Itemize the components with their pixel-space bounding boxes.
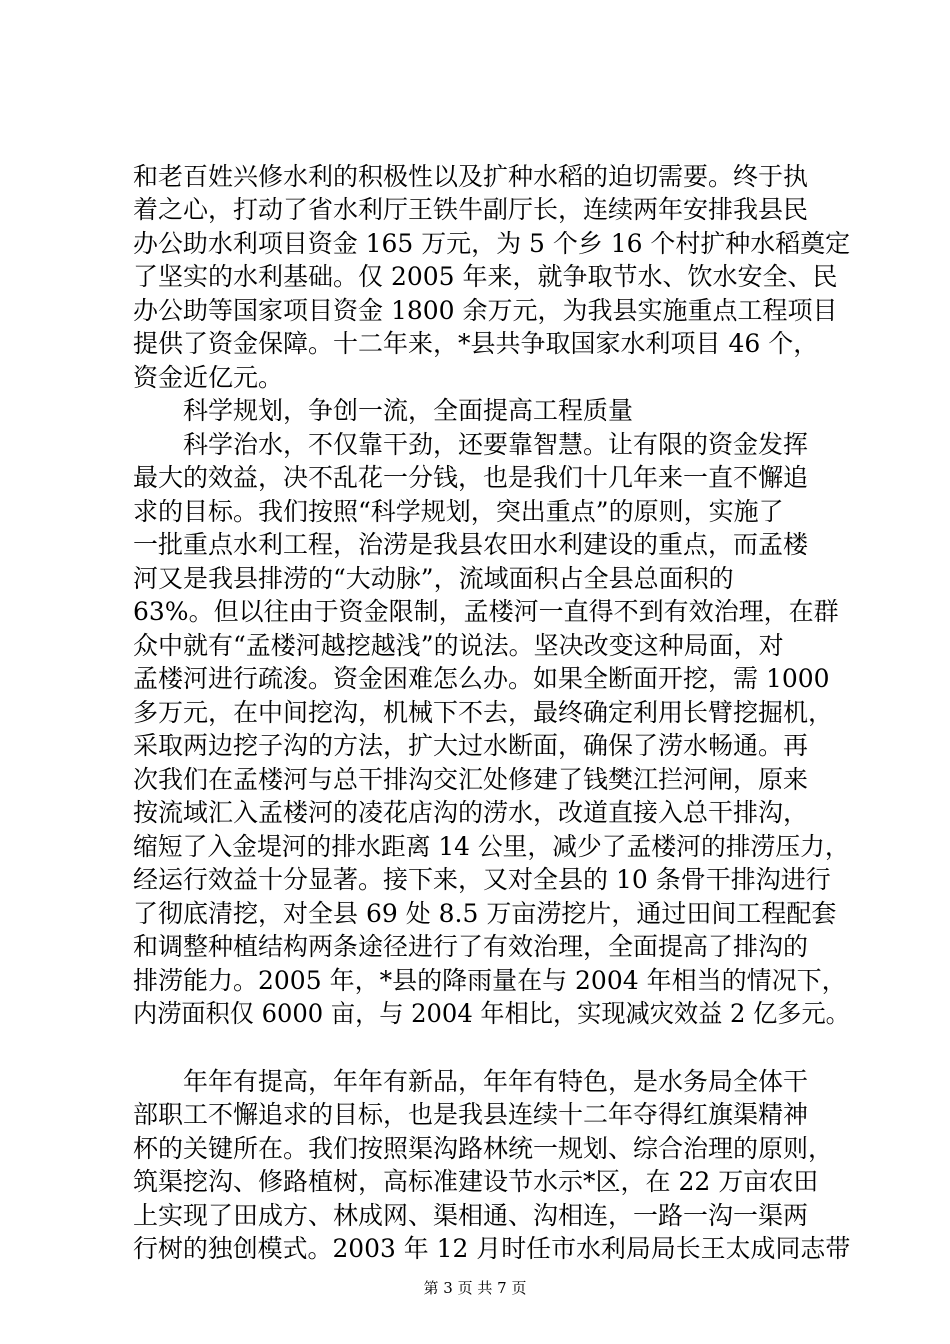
text-line: 内涝面积仅 6000 亩，与 2004 年相比，实现减灾效益 2 亿多元。 bbox=[133, 999, 850, 1028]
text-line: 筑渠挖沟、修路植树，高标准建设节水示*区，在 22 万亩农田 bbox=[133, 1167, 819, 1196]
section-heading: 科学规划，争创一流，全面提高工程质量 bbox=[133, 396, 634, 425]
text-line: 提供了资金保障。十二年来，*县共争取国家水利项目 46 个， bbox=[133, 329, 819, 358]
text-line: 行树的独创模式。2003 年 12 月时任市水利局局长王太成同志带 bbox=[133, 1234, 851, 1263]
text-line: 63%。但以往由于资金限制，孟楼河一直得不到有效治理，在群 bbox=[133, 597, 839, 626]
text-line: 年年有提高，年年有新品，年年有特色，是水务局全体干 bbox=[133, 1067, 809, 1096]
text-line: 资金近亿元。 bbox=[133, 363, 284, 392]
text-line: 按流域汇入孟楼河的凌花店沟的涝水，改道直接入总干排沟， bbox=[133, 798, 809, 827]
text-line: 求的目标。我们按照“科学规划，突出重点”的原则，实施了 bbox=[133, 497, 784, 526]
text-line: 次我们在孟楼河与总干排沟交汇处修建了钱樊江拦河闸，原来 bbox=[133, 765, 809, 794]
text-line: 办公助水利项目资金 165 万元，为 5 个乡 16 个村扩种水稻奠定 bbox=[133, 229, 851, 258]
text-line: 孟楼河进行疏浚。资金困难怎么办。如果全断面开挖，需 1000 bbox=[133, 664, 830, 693]
text-line: 众中就有“孟楼河越挖越浅”的说法。坚决改变这种局面，对 bbox=[133, 631, 784, 660]
text-line: 和老百姓兴修水利的积极性以及扩种水稻的迫切需要。终于执 bbox=[133, 162, 809, 191]
text-line: 办公助等国家项目资金 1800 余万元，为我县实施重点工程项目 bbox=[133, 296, 838, 325]
text-line: 了坚实的水利基础。仅 2005 年来，就争取节水、饮水安全、民 bbox=[133, 262, 838, 291]
text-line: 多万元，在中间挖沟，机械下不去，最终确定利用长臂挖掘机， bbox=[133, 698, 834, 727]
text-line: 着之心，打动了省水利厅王铁牛副厅长，连续两年安排我县民 bbox=[133, 195, 809, 224]
text-line: 部职工不懈追求的目标，也是我县连续十二年夺得红旗渠精神 bbox=[133, 1100, 809, 1129]
text-line: 杯的关键所在。我们按照渠沟路林统一规划、综合治理的原则， bbox=[133, 1134, 834, 1163]
text-line: 经运行效益十分显著。接下来，又对全县的 10 条骨干排沟进行 bbox=[133, 865, 831, 894]
text-line: 河又是我县排涝的“大动脉”，流域面积占全县总面积的 bbox=[133, 564, 734, 593]
text-line: 了彻底清挖，对全县 69 处 8.5 万亩涝挖片，通过田间工程配套 bbox=[133, 899, 837, 928]
text-line: 上实现了田成方、林成网、渠相通、沟相连，一路一沟一渠两 bbox=[133, 1201, 809, 1230]
text-line: 一批重点水利工程，治涝是我县农田水利建设的重点，而孟楼 bbox=[133, 530, 809, 559]
text-line: 排涝能力。2005 年，*县的降雨量在与 2004 年相当的情况下， bbox=[133, 966, 847, 995]
page-footer: 第 3 页 共 7 页 bbox=[423, 1279, 527, 1297]
text-line: 采取两边挖子沟的方法，扩大过水断面，确保了涝水畅通。再 bbox=[133, 731, 809, 760]
text-line: 科学治水，不仅靠干劲，还要靠智慧。让有限的资金发挥 bbox=[133, 430, 809, 459]
text-line: 和调整种植结构两条途径进行了有效治理，全面提高了排沟的 bbox=[133, 932, 809, 961]
text-line: 缩短了入金堤河的排水距离 14 公里，减少了孟楼河的排涝压力， bbox=[133, 832, 850, 861]
text-line: 最大的效益，决不乱花一分钱，也是我们十几年来一直不懈追 bbox=[133, 463, 809, 492]
